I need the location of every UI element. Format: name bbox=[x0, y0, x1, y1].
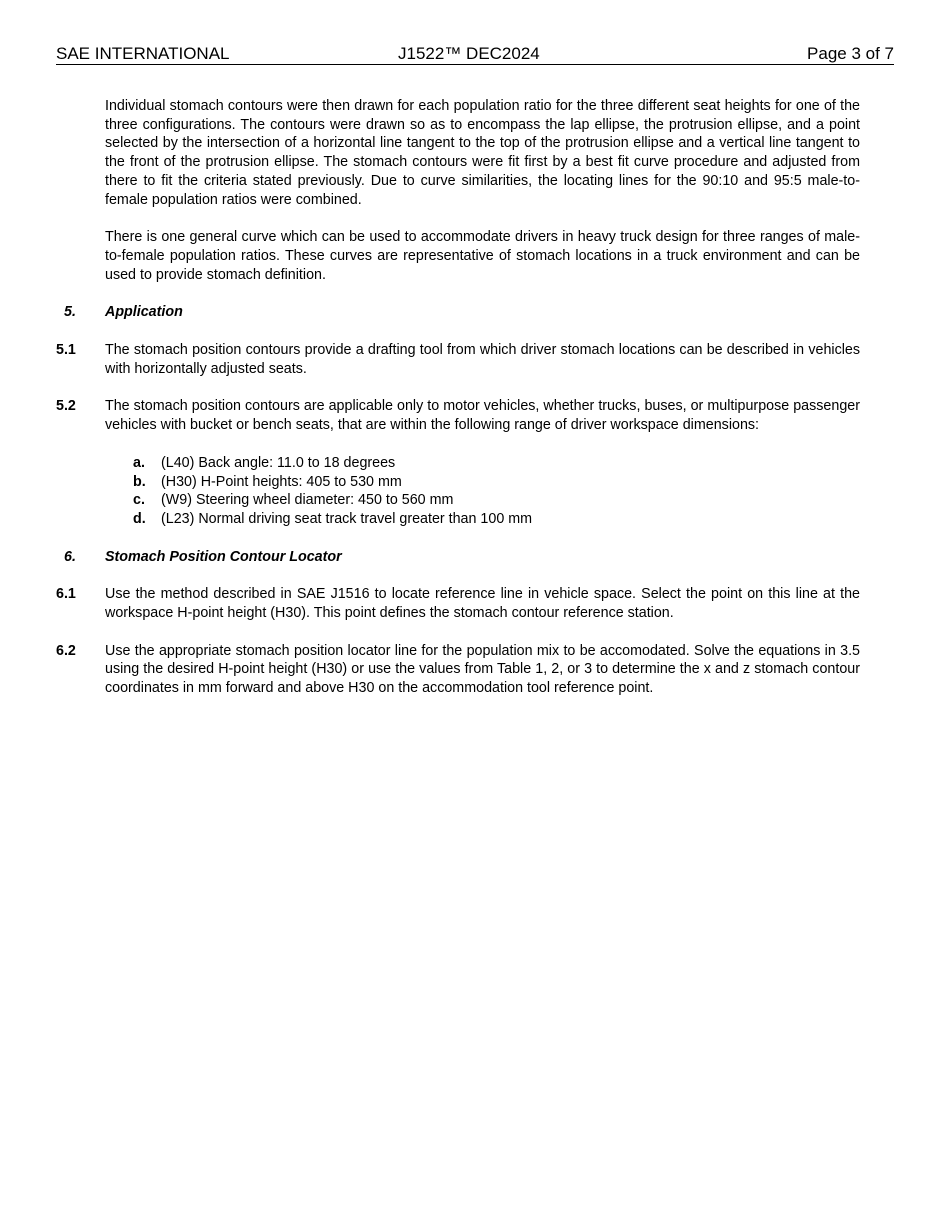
list-item-text: (L23) Normal driving seat track travel greater than 100 mm bbox=[161, 510, 533, 527]
section-5-title: Application bbox=[105, 304, 183, 321]
page-header bbox=[56, 44, 894, 65]
section-5-1-number: 5.1 bbox=[56, 342, 76, 359]
list-item-letter: a. bbox=[133, 454, 145, 471]
section-6-heading bbox=[56, 548, 860, 567]
section-5-2 bbox=[56, 397, 860, 434]
section-5-number: 5. bbox=[64, 304, 76, 321]
section-6-title: Stomach Position Contour Locator bbox=[105, 548, 342, 565]
section-6-1-number: 6.1 bbox=[56, 586, 76, 603]
list-item bbox=[133, 491, 860, 510]
list-item-text: (W9) Steering wheel diameter: 450 to 560 mm bbox=[161, 492, 454, 509]
header-org: SAE INTERNATIONAL bbox=[56, 44, 230, 63]
section-6-2 bbox=[56, 642, 860, 698]
section-5-2-text: The stomach position contours are applicable only to motor vehicles, whether trucks, buses, or multipurpose passenger vehicles with bucket or bench seats, that are within the following range of driver workspace dimensions: bbox=[105, 398, 860, 434]
list-item bbox=[133, 473, 860, 492]
section-5-1 bbox=[56, 341, 860, 378]
section-5-2-number: 5.2 bbox=[56, 398, 76, 415]
list-item bbox=[133, 454, 860, 473]
document-body bbox=[56, 97, 860, 717]
section-6-1 bbox=[56, 585, 860, 622]
header-doc-id: J1522™ DEC2024 bbox=[398, 44, 540, 63]
list-item-letter: b. bbox=[133, 473, 146, 490]
section-6-1-text: Use the method described in SAE J1516 to locate reference line in vehicle space. Select the point on this line at the workspace H-point height (H30). This point defines the stomach contour reference station. bbox=[105, 586, 860, 622]
list-item-letter: c. bbox=[133, 492, 145, 509]
section-6-2-text: Use the appropriate stomach position locator line for the population mix to be accomodated. Solve the equations in 3.5 using the desired H-point height (H30) or use the values from Table 1, 2, or 3 to determine the x and z stomach contour coordinates in mm forward and above H30 on the accommodation tool reference point. bbox=[105, 642, 860, 697]
list-item-text: (L40) Back angle: 11.0 to 18 degrees bbox=[161, 454, 396, 471]
section-6-2-number: 6.2 bbox=[56, 642, 76, 659]
list-item-text: (H30) H-Point heights: 405 to 530 mm bbox=[161, 473, 402, 490]
workspace-dimensions-list bbox=[56, 454, 860, 529]
section-5-1-text: The stomach position contours provide a drafting tool from which driver stomach locations can be described in vehicles with horizontally adjusted seats. bbox=[105, 342, 860, 377]
list-item-letter: d. bbox=[133, 510, 146, 527]
list-item bbox=[133, 510, 860, 529]
header-page-number: Page 3 of 7 bbox=[807, 44, 894, 63]
section-5-heading bbox=[56, 303, 860, 322]
intro-paragraph-1: Individual stomach contours were then drawn for each population ratio for the three different seat heights for one of the three configurations. The contours were drawn so as to encompass the lap ellipse, the protrusion ellipse, and a point selected by the intersection of a horizontal line tangent to the top of the protrusion ellipse and a vertical line tangent to the front of the protrusion ellipse. The stomach contours were fit first by a best fit curve procedure and adjusted from there to fit the criteria stated previously. Due to curve similarities, the locating lines for the 90:10 and 95:5 male-to-female population ratios were combined. bbox=[105, 98, 860, 208]
intro-paragraph-2: There is one general curve which can be used to accommodate drivers in heavy truck design for three ranges of male-to-female population ratios. These curves are representative of stomach locations in a truck environment and can be used to provide stomach definition. bbox=[105, 229, 860, 283]
section-6-number: 6. bbox=[64, 548, 76, 565]
